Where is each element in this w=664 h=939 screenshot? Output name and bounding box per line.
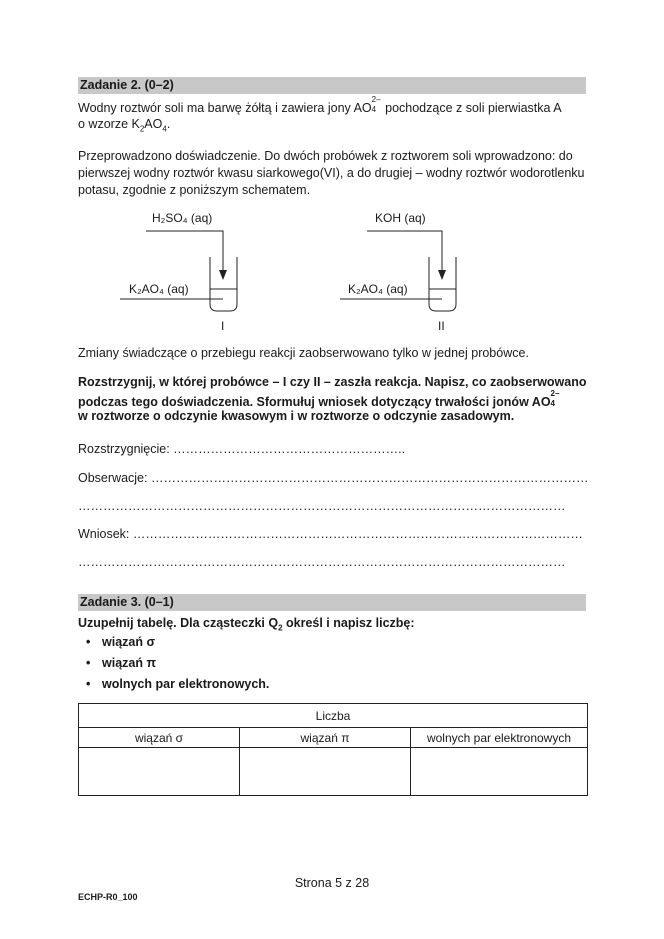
task2-instruction-line1: Rozstrzygnij, w której probówce – I czy II – zaszła reakcja. Napisz, co zaobserwowano — [78, 375, 587, 389]
task2-intro-line2: o wzorze $K_2AO_4$. — [78, 117, 171, 134]
salt1-label: K₂AO₄ (aq) — [129, 282, 189, 296]
reagent2-arrow-head — [438, 270, 446, 280]
reagent2-label: KOH (aq) — [375, 211, 426, 225]
task2-para-line3: potasu, zgodnie z poniższym schematem. — [78, 183, 311, 197]
ion-notation: 2– 4 — [550, 389, 560, 408]
answer-cell-lone-pairs[interactable] — [411, 748, 588, 796]
observation-note: Zmiany świadczące o przebiegu reakcji zaobserwowano tylko w jednej probówce. — [78, 346, 529, 360]
task2-instruction-line3: w roztworze o odczynie kwasowym i w roztworze o odczynie zasadowym. — [78, 409, 515, 423]
answer-cell-pi[interactable] — [240, 748, 411, 796]
tube1-label: I — [221, 319, 225, 333]
task3-bullet-list — [86, 632, 269, 695]
bullet-item: • wiązań π — [86, 656, 157, 670]
task2-para-line2: pierwszej wodny roztwór kwasu siarkowego(VI), a do drugiej – wodny roztwór wodorotlenku — [78, 166, 585, 180]
task2-header: Zadanie 2. (0–2) — [78, 77, 586, 94]
table-header-sigma: wiązań σ — [79, 728, 240, 748]
answer-decision-field[interactable]: Rozstrzygnięcie: ……………………………………………….. — [78, 442, 406, 456]
answer-observations-field[interactable]: Obserwacje: …………………………………………………………………………………………… — [78, 471, 588, 485]
task2-instruction-line2: podczas tego doświadczenia. Sformułuj wniosek dotyczący trwałości jonów AO 2– 4 — [78, 389, 560, 409]
salt2-label: K₂AO₄ (aq) — [348, 282, 408, 296]
bullet-item: • wolnych par elektronowych. — [86, 677, 270, 691]
task3-header: Zadanie 3. (0–1) — [78, 594, 586, 611]
ion-notation: 2– 4 — [371, 95, 381, 114]
answer-conclusion-field[interactable]: Wniosek: ……………………………………………………………………………………………… — [78, 527, 583, 541]
reagent2-arrow-line — [367, 231, 442, 273]
table-header-lone-pairs: wolnych par elektronowych — [411, 728, 588, 748]
answer-table — [78, 703, 588, 796]
reagent1-arrow-line — [146, 231, 223, 273]
bullet-item: • wiązań σ — [86, 635, 156, 649]
table-header-pi: wiązań π — [240, 728, 411, 748]
answer-cell-sigma[interactable] — [79, 748, 240, 796]
experiment-diagram — [0, 200, 664, 335]
reagent1-arrow-head — [219, 270, 227, 280]
reagent1-label: H₂SO₄ (aq) — [152, 211, 213, 225]
document-code: ECHP-R0_100 — [78, 892, 138, 902]
answer-conclusion-continuation[interactable]: ……………………………………………………………………………………………………… — [78, 555, 566, 569]
task2-intro-line1: Wodny roztwór soli ma barwę żółtą i zawiera jony AO 2– 4 pochodzące z soli pierwiastka A — [78, 95, 562, 115]
page-number: Strona 5 z 28 — [294, 876, 370, 890]
task2-para-line1: Przeprowadzono doświadczenie. Do dwóch probówek z roztworem soli wprowadzono: do — [78, 149, 573, 163]
answer-observations-continuation[interactable]: ……………………………………………………………………………………………………… — [78, 499, 566, 513]
task3-instruction: Uzupełnij tabelę. Dla cząsteczki $Q_2$ określ i napisz liczbę: — [78, 616, 415, 633]
table-title: Liczba — [79, 704, 588, 728]
tube2-label: II — [438, 319, 445, 333]
